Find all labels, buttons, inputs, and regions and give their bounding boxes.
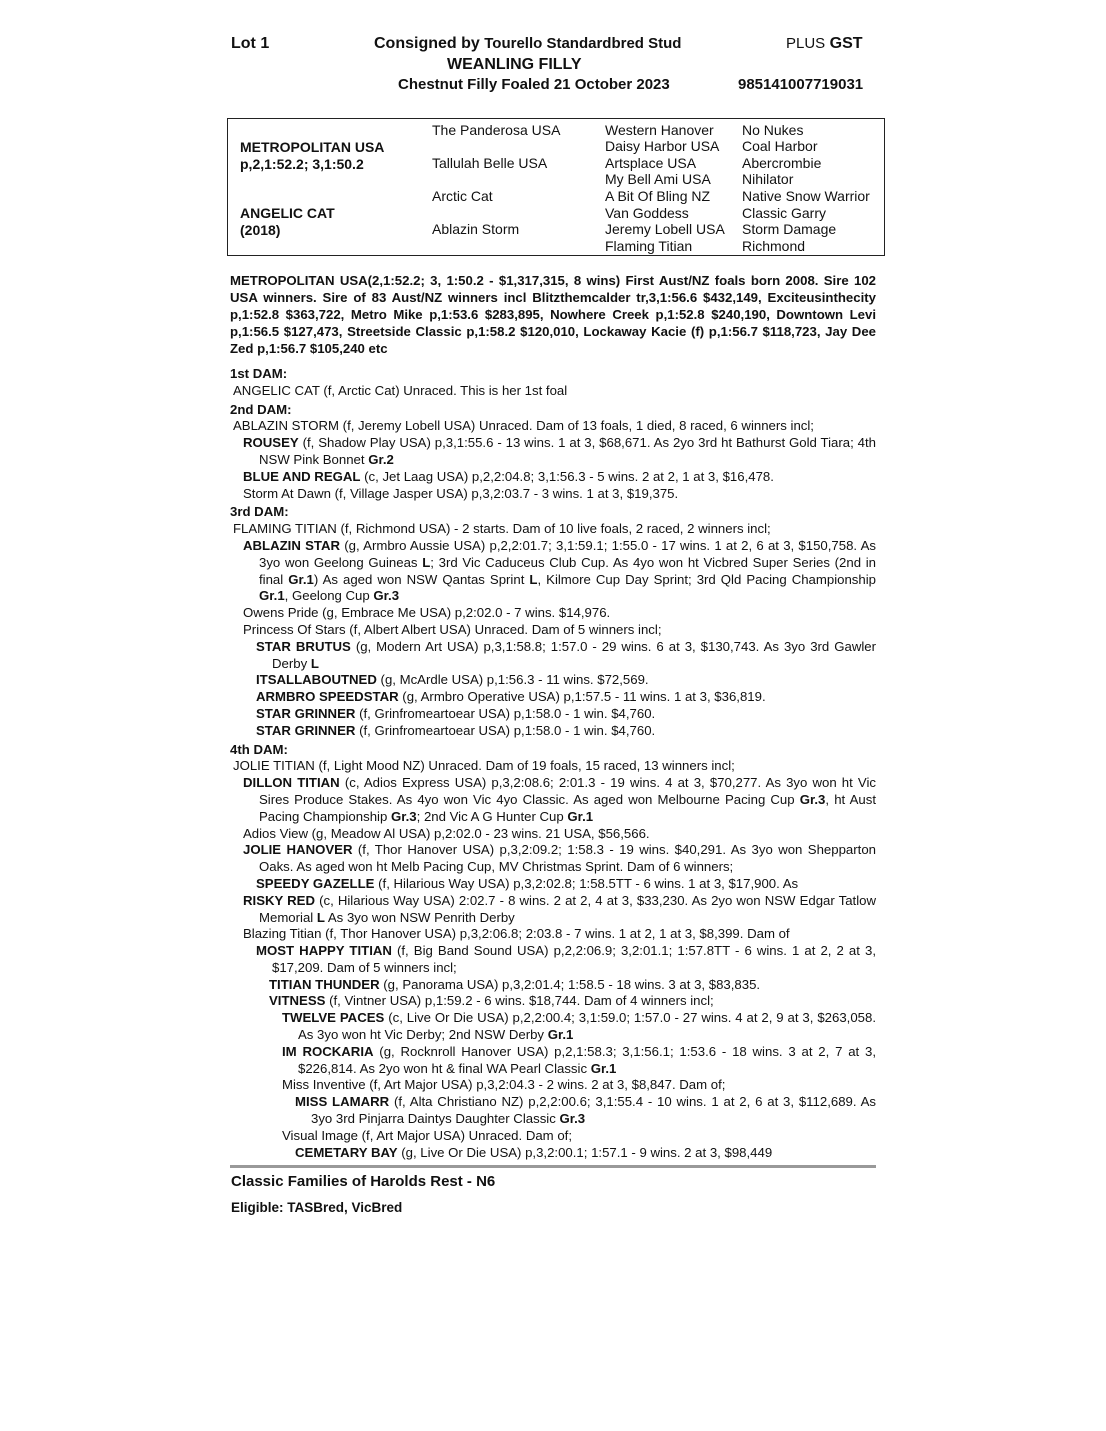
dam-heading: 3rd DAM: (230, 504, 289, 520)
family-entry (243, 621, 876, 639)
horse-record: (c, Jet Laag USA) p,2,2:04.8; 3,1:56.3 - 5 wins. 2 at 2, 1 at 3, $16,478. (360, 468, 774, 484)
horse-record: Adios View (g, Meadow Al USA) p,2:02.0 - 23 wins. 21 USA, $56,566. (243, 825, 650, 841)
family-entry (282, 1077, 876, 1094)
family-entry (233, 521, 876, 538)
horse-record: Visual Image (f, Art Major USA) Unraced. Dam of; (282, 1127, 572, 1143)
horse-record: (g, Armbro Operative USA) p,1:57.5 - 11 wins. 1 at 3, $36,819. (398, 689, 766, 705)
horse-name: TWELVE PACES (282, 1010, 385, 1026)
horse-name: ITSALLABOUTNED (256, 672, 377, 688)
horse-name: CEMETARY BAY (295, 1144, 398, 1160)
consignor-name: Tourello Standardbred Stud (484, 35, 682, 52)
pedigree-gen4: Native Snow Warrior (742, 188, 870, 204)
pedigree-gen3: Flaming Titian (605, 238, 693, 254)
pedigree-gen3: Western Hanover (605, 122, 714, 138)
pedigree-gen4: Classic Garry (742, 205, 827, 221)
horse-name: TITIAN THUNDER (269, 976, 380, 992)
family-entry (269, 993, 876, 1010)
horse-record: (c, Hilarious Way USA) 2:02.7 - 8 wins. 2 at 2, 4 at 3, $33,230. As 2yo won NSW Edgar Tatlow Memorial L As 3yo won NSW Penrith Derby (259, 892, 876, 925)
horse-record: FLAMING TITIAN (f, Richmond USA) - 2 starts. Dam of 10 live foals, 2 raced, 2 winners incl; (233, 521, 771, 537)
pedigree-gen2: Tallulah Belle USA (432, 155, 548, 171)
horse-name: DILLON TITIAN (243, 775, 340, 791)
horse-record: (f, Hilarious Way USA) p,3,2:02.8; 1:58.5TT - 6 wins. 1 at 3, $17,900. As (374, 875, 799, 891)
horse-name: JOLIE HANOVER (243, 842, 353, 858)
family-entry (243, 842, 876, 876)
consigned-prefix: Consigned by (374, 35, 480, 52)
horse-record: (c, Adios Express USA) p,3,2:08.6; 2:01.3 - 19 wins. 4 at 3, $70,277. As 3yo won ht Vic Sires Produce Stakes. As 4yo won Vic 4yo Classic. As aged won Melbourne Pacing Cup Gr.3, ht Aust Pacing Championship Gr.3; 2nd Vic A G Hunter Cup Gr.1 (259, 775, 876, 824)
footer-divider (230, 1165, 876, 1168)
pedigree-gen3: My Bell Ami USA (605, 171, 711, 187)
horse-record: (f, Grinfromeartoear USA) p,1:58.0 - 1 win. $4,760. (355, 722, 656, 738)
pedigree-gen2: The Panderosa USA (432, 122, 561, 138)
pedigree-gen2: Arctic Cat (432, 188, 493, 204)
sire-summary: METROPOLITAN USA(2,1:52.2; 3, 1:50.2 - $1,317,315, 8 wins) First Aust/NZ foals born 2008. Sire 102 USA winners. Sire of 83 Aust/NZ winners incl Blitzthemcalder tr,3,1:56.6 $432,149, Exciteusinthecity p,1:52.8 $363,722, Metro Mike p,1:53.6 $283,895, Nowhere Creek p,1:52.8 $240,190, Downtown Levi p,1:56.5 $127,473, Streetside Classic p,1:58.2 $120,010, Lockaway Kacie (f) p,1:56.7 $118,723, Jay Dee Zed p,1:56.7 $105,240 etc (230, 273, 876, 356)
horse-record: Storm At Dawn (f, Village Jasper USA) p,3,2:03.7 - 3 wins. 1 at 3, $19,375. (243, 485, 679, 501)
horse-name: BLUE AND REGAL (243, 468, 361, 484)
pedigree-gen3: A Bit Of Bling NZ (605, 188, 711, 204)
family-entry (256, 875, 876, 893)
family-entry (243, 926, 876, 943)
consigned-line (374, 35, 681, 53)
horse-record: (c, Live Or Die USA) p,2,2:00.4; 3,1:59.0; 1:57.0 - 27 wins. 4 at 2, 9 at 3, $263,058. As 3yo won ht Vic Derby; 2nd NSW Derby Gr.1 (298, 1010, 876, 1043)
family-entry (256, 689, 876, 706)
horse-name: VITNESS (269, 993, 326, 1009)
pedigree-gen4: Richmond (742, 238, 806, 254)
horse-record: (f, Alta Christiano NZ) p,2,2:00.6; 3,1:55.4 - 10 wins. 1 at 2, 6 at 3, $112,689. As 3yo 3rd Pinjarra Daintys Daughter Classic Gr.3 (311, 1094, 876, 1127)
lot-number: Lot 1 (231, 35, 270, 52)
horse-record: (g, McArdle USA) p,1:56.3 - 11 wins. $72,569. (376, 672, 649, 688)
pedigree-table (227, 118, 885, 256)
horse-record: (f, Thor Hanover USA) p,3,2:09.2; 1:58.3 - 19 wins. $40,291. As 3yo won Shepparton Oaks. As aged won ht Melb Pacing Cup, MV Christmas Sprint. Dam of 6 winners; (259, 842, 876, 875)
pedigree-sire: METROPOLITAN USA (240, 139, 385, 155)
pedigree-dam-year: (2018) (240, 222, 281, 238)
family-entry (256, 943, 876, 977)
pedigree-sire-record: p,2,1:52.2; 3,1:50.2 (240, 156, 364, 172)
family-entry (233, 758, 876, 775)
horse-record: Princess Of Stars (f, Albert Albert USA) Unraced. Dam of 5 winners incl; (243, 621, 662, 637)
dam-heading: 4th DAM: (230, 741, 288, 757)
horse-record: JOLIE TITIAN (f, Light Mood NZ) Unraced. Dam of 19 foals, 15 raced, 13 winners incl; (233, 758, 735, 774)
gst-prefix: PLUS (786, 35, 826, 52)
pedigree-dam: ANGELIC CAT (240, 205, 335, 221)
horse-record: (f, Grinfromeartoear USA) p,1:58.0 - 1 win. $4,760. (355, 705, 656, 721)
horse-name: ABLAZIN STAR (243, 537, 341, 553)
pedigree-gen3: Artsplace USA (605, 155, 697, 171)
horse-name: RISKY RED (243, 892, 316, 908)
family-entry (256, 672, 876, 689)
family-entry (282, 1010, 876, 1044)
pedigree-gen3: Van Goddess (605, 205, 689, 221)
horse-record: Miss Inventive (f, Art Major USA) p,3,2:04.3 - 2 wins. 2 at 3, $8,847. Dam of; (282, 1077, 726, 1093)
horse-record: (g, Live Or Die USA) p,3,2:00.1; 1:57.1 - 9 wins. 2 at 3, $98,449 (397, 1144, 773, 1160)
horse-name: IM ROCKARIA (282, 1043, 374, 1059)
pedigree-gen4: Coal Harbor (742, 138, 818, 154)
microchip-number: 985141007719031 (738, 76, 864, 93)
family-entry (243, 537, 876, 605)
horse-record: Blazing Titian (f, Thor Hanover USA) p,3,2:06.8; 2:03.8 - 7 wins. 1 at 2, 1 at 3, $8,399. Dam of (243, 926, 790, 942)
horse-record: (g, Panorama USA) p,3,2:01.4; 1:58.5 - 18 wins. 3 at 3, $83,835. (379, 976, 761, 992)
pedigree-gen4: Abercrombie (742, 155, 822, 171)
horse-name: MOST HAPPY TITIAN (256, 943, 392, 959)
pedigree-gen4: No Nukes (742, 122, 804, 138)
horse-record: (f, Vintner USA) p,1:59.2 - 6 wins. $18,744. Dam of 4 winners incl; (325, 993, 714, 1009)
horse-name: ARMBRO SPEEDSTAR (256, 689, 399, 705)
horse-record: ANGELIC CAT (f, Arctic Cat) Unraced. This is her 1st foal (233, 382, 568, 398)
family-entry (243, 775, 876, 825)
pedigree-gen3: Daisy Harbor USA (605, 138, 720, 154)
family-entry (269, 976, 876, 994)
horse-name: SPEEDY GAZELLE (256, 875, 375, 891)
family-entry (243, 435, 876, 469)
dam-heading: 1st DAM: (230, 366, 288, 381)
family-entry (233, 382, 876, 400)
sale-category: WEANLING FILLY (447, 56, 582, 73)
horse-name: STAR GRINNER (256, 722, 356, 738)
gst-label: GST (829, 35, 863, 52)
horse-name: STAR BRUTUS (256, 638, 351, 654)
family-entry (243, 825, 876, 843)
horse-record: (g, Armbro Aussie USA) p,2,2:01.7; 3,1:59.1; 1:55.0 - 17 wins. 1 at 2, 6 at 3, $150,758. As 3yo won Geelong Guineas L; 3rd Vic Caduceus Club Cup. As 4yo won ht Vicbred Super Series (2nd in final Gr.1) As aged won NSW Qantas Sprint L, Kilmore Cup Day Sprint; 3rd Qld Pacing Championship Gr.1, Geelong Cup Gr.3 (259, 537, 876, 604)
horse-record: ABLAZIN STORM (f, Jeremy Lobell USA) Unraced. Dam of 13 foals, 1 died, 8 raced, 6 winners incl; (233, 418, 814, 434)
family-classification: Classic Families of Harolds Rest - N6 (231, 1173, 496, 1190)
horse-record: Owens Pride (g, Embrace Me USA) p,2:02.0 - 7 wins. $14,976. (243, 605, 611, 621)
family-entry (282, 1127, 876, 1145)
family-entry (295, 1144, 876, 1162)
horse-name: ROUSEY (243, 435, 299, 451)
gst-note (786, 35, 863, 53)
horse-description: Chestnut Filly Foaled 21 October 2023 (398, 76, 670, 93)
horse-name: STAR GRINNER (256, 705, 356, 721)
horse-name: MISS LAMARR (295, 1094, 390, 1110)
family-entry (243, 892, 876, 927)
family-entry (256, 638, 876, 673)
horse-record: (g, Modern Art USA) p,3,1:58.8; 1:57.0 - 29 wins. 6 at 3, $130,743. As 3yo 3rd Gawler Derby L (272, 638, 876, 671)
horse-record: (f, Shadow Play USA) p,3,1:55.6 - 13 wins. 1 at 3, $68,671. As 2yo 3rd ht Bathurst Gold Tiara; 4th NSW Pink Bonnet Gr.2 (259, 435, 876, 467)
family-entry (256, 705, 876, 723)
pedigree-gen3: Jeremy Lobell USA (605, 221, 725, 237)
horse-record: (f, Big Band Sound USA) p,2,2:06.9; 3,2:01.1; 1:57.8TT - 6 wins. 1 at 2, 2 at 3, $17,209. Dam of 5 winners incl; (272, 943, 876, 975)
family-entry (233, 418, 876, 435)
pedigree-gen4: Nihilator (742, 171, 794, 187)
family-entry (243, 468, 876, 486)
dam-heading: 2nd DAM: (230, 401, 292, 417)
horse-record: (g, Rocknroll Hanover USA) p,2,1:58.3; 3,1:56.1; 1:53.6 - 18 wins. 3 at 2, 7 at 3, $226,814. As 2yo won ht & final WA Pearl Classic Gr.1 (298, 1043, 876, 1076)
family-entry (295, 1094, 876, 1128)
family-entry (243, 485, 876, 503)
family-section (230, 364, 876, 1161)
pedigree-gen4: Storm Damage (742, 221, 837, 237)
eligibility-note: Eligible: TASBred, VicBred (231, 1200, 403, 1215)
family-entry (243, 605, 876, 622)
pedigree-gen2: Ablazin Storm (432, 221, 520, 237)
family-entry (256, 722, 876, 740)
family-entry (282, 1043, 876, 1078)
